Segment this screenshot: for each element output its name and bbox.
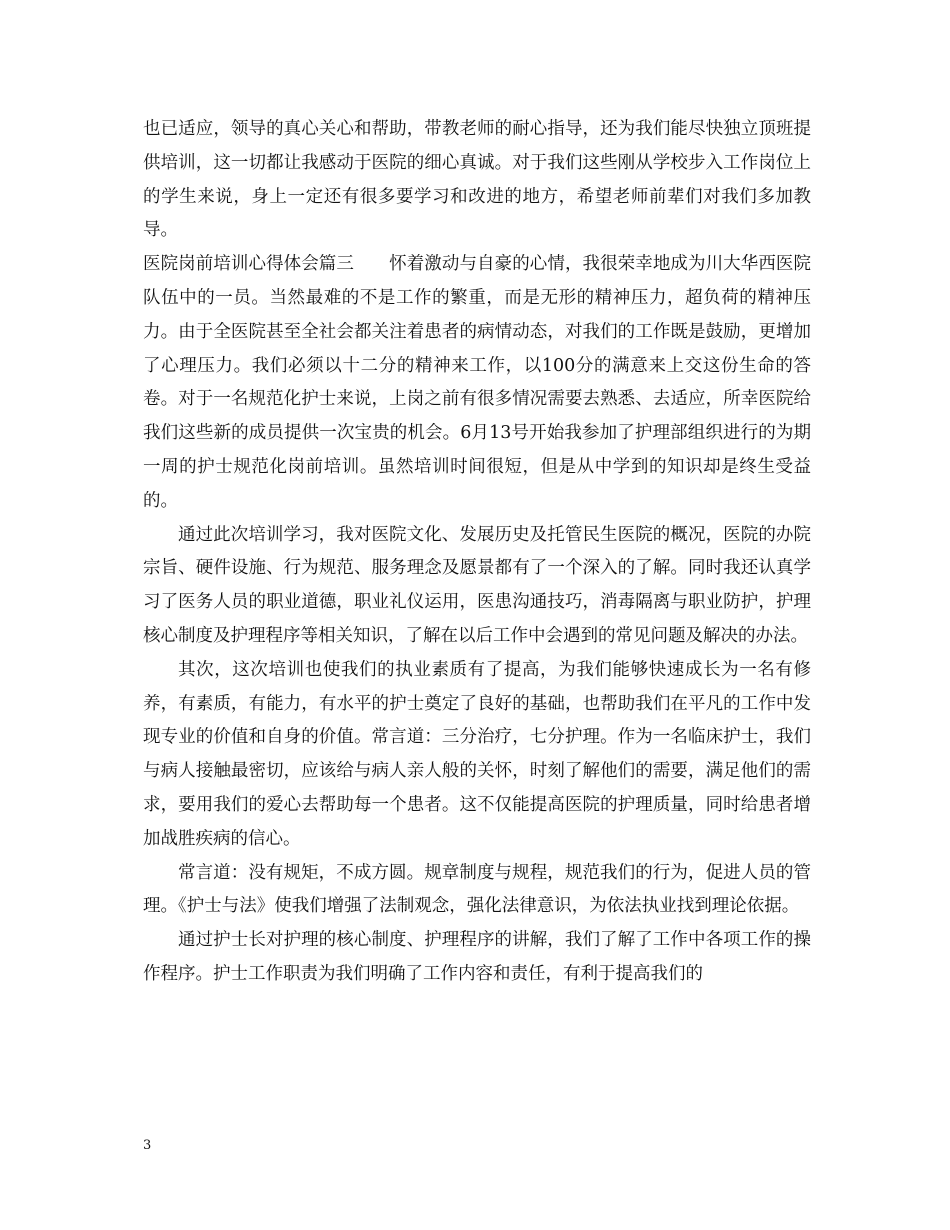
paragraph: 通过此次培训学习，我对医院文化、发展历史及托管民生医院的概况，医院的办院宗旨、硬件设施、行为规范、服务理念及愿景都有了一个深入的了解。同时我还认真学习了医务人员的职业道德，职业礼仪运用，医患沟通技巧，消毒隔离与职业防护，护理核心制度及护理程序等相关知识，了解在以后工作中会遇到的常见问题及解决的办法。 [143, 524, 811, 646]
paragraph: 通过护士长对护理的核心制度、护理程序的讲解，我们了解了工作中各项工作的操作程序。护士工作职责为我们明确了工作内容和责任，有利于提高我们的 [143, 930, 811, 984]
paragraph: 医院岗前培训心得体会篇三 怀着激动与自豪的心情，我很荣幸地成为川大华西医院队伍中的一员。当然最难的不是工作的繁重，而是无形的精神压力，超负荷的精神压力。由于全医院甚至全社会都关注着患者的病情动态，对我们的工作既是鼓励，更增加了心理压力。我们必须以十二分的精神来工作，以100分的满意来上交这份生命的答卷。对于一名规范化护士来说，上岗之前有很多情况需要去熟悉、去适应，所幸医院给我们这些新的成员提供一次宝贵的机会。6月13号开始我参加了护理部组织进行的为期一周的护士规范化岗前培训。虽然培训时间很短，但是从中学到的知识却是终生受益的。 [143, 254, 811, 511]
paragraph: 也已适应，领导的真心关心和帮助，带教老师的耐心指导，还为我们能尽快独立顶班提供培训，这一切都让我感动于医院的细心真诚。对于我们这些刚从学校步入工作岗位上的学生来说，身上一定还有很多要学习和改进的地方，希望老师前辈们对我们多加教导。 [143, 119, 811, 241]
paragraph: 其次，这次培训也使我们的执业素质有了提高，为我们能够快速成长为一名有修养，有素质，有能力，有水平的护士奠定了良好的基础，也帮助我们在平凡的工作中发现专业的价值和自身的价值。常言道：三分治疗，七分护理。作为一名临床护士，我们与病人接触最密切，应该给与病人亲人般的关怀，时刻了解他们的需要，满足他们的需求，要用我们的爱心去帮助每一个患者。这不仅能提高医院的护理质量，同时给患者增加战胜疾病的信心。 [143, 659, 811, 849]
page-number: 3 [143, 1138, 152, 1153]
document-body [143, 113, 811, 992]
paragraph: 常言道：没有规矩，不成方圆。规章制度与规程，规范我们的行为，促进人员的管理。《护士与法》使我们增强了法制观念，强化法律意识，为依法执业找到理论依据。 [143, 862, 811, 917]
